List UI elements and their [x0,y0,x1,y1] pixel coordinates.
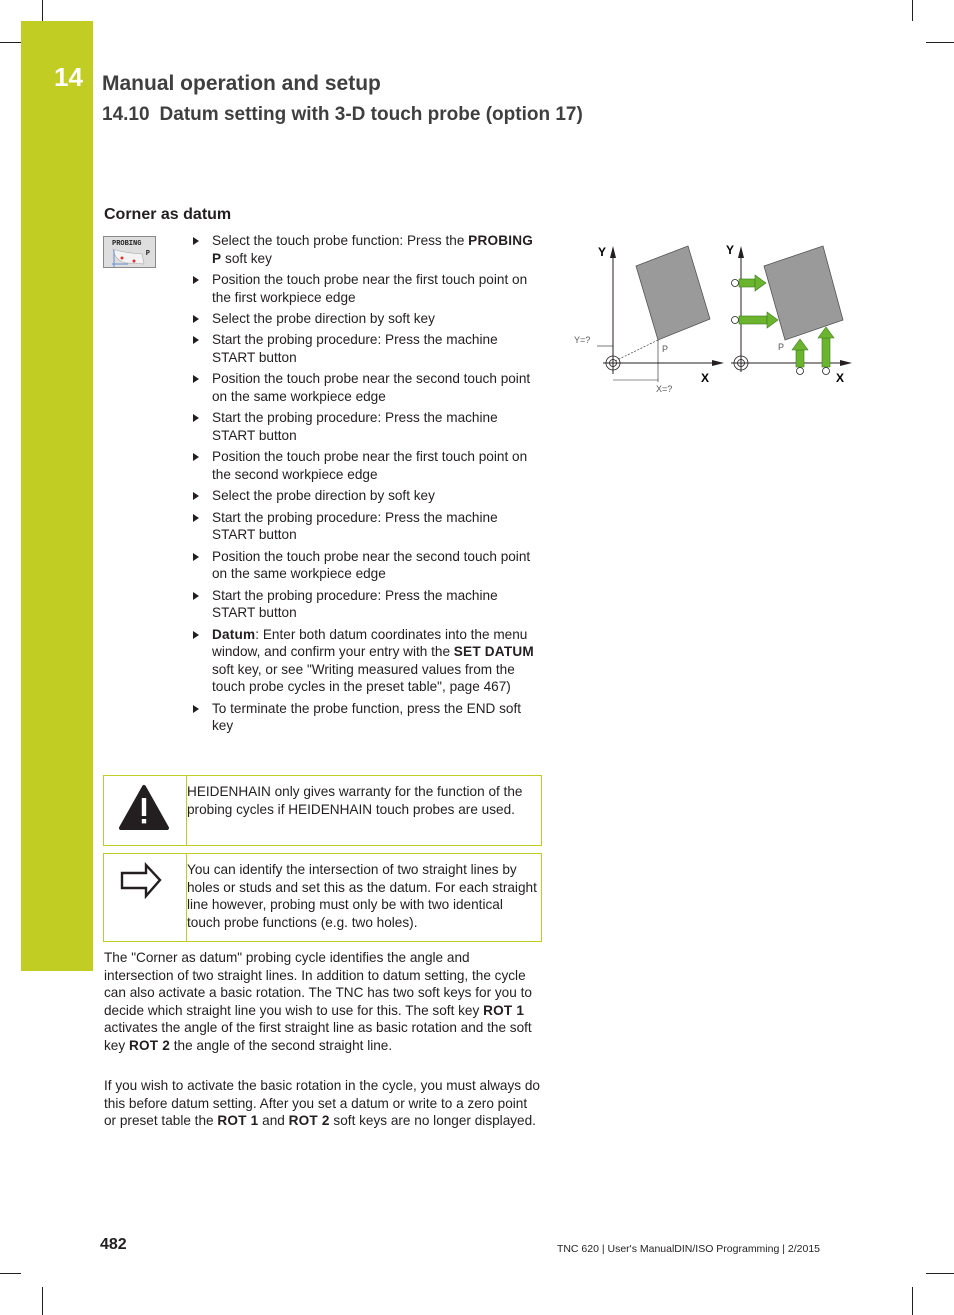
bullet-arrow-icon [193,492,199,500]
arrow-right-icon [104,854,186,941]
softkey-name: PROBING P [212,233,534,266]
step-item [192,509,536,544]
text-run: Select the probe direction by soft key [212,310,435,326]
warning-text: HEIDENHAIN only gives warranty for the function of the probing cycles if HEIDENHAIN touch probes are used. [187,784,523,817]
probe-icon [104,237,157,269]
softkey-name: ROT 1 [483,1002,525,1018]
text-run: activates the angle of the first straight line as basic rotation and the soft key [104,1020,532,1053]
bullet-arrow-icon [193,453,199,461]
probe-arrow-up [818,327,834,375]
crop-mark [926,42,954,43]
left-diagram [574,245,724,394]
bullet-arrow-icon [193,375,199,383]
text-run: Start the probing procedure: Press the machine START button [212,332,498,365]
probing-softkey-image [103,236,156,268]
bullet-arrow-icon [193,315,199,323]
bullet-arrow-icon [193,631,199,639]
axis-x-label: X [701,371,710,385]
corner-datum-figure [568,236,858,406]
step-item [192,548,536,583]
step-item [192,409,536,444]
text-run: Select the touch probe function: Press the [212,233,469,248]
crop-mark [0,42,21,43]
step-item [192,271,536,306]
crop-mark [926,1273,954,1274]
bullet-arrow-icon [193,553,199,561]
text-run: Select the probe direction by soft key [212,488,435,504]
text-run: and [258,1113,289,1129]
section-title: Datum setting with 3-D touch probe (option 17) [159,104,583,125]
section-number: 14.10 [102,104,150,125]
step-item [192,232,536,267]
text-run: Start the probing procedure: Press the machine START button [212,587,498,621]
softkey-suffix: P [145,250,150,258]
crop-mark [42,1287,43,1315]
text-run: soft keys are no longer displayed. [329,1113,536,1129]
step-item [192,331,536,366]
page-number: 482 [100,1236,127,1253]
tip-note [103,853,542,942]
step-item [192,448,536,483]
text-run: the angle of the second straight line. [169,1037,393,1053]
probe-arrow-up [792,339,808,375]
tip-text: You can identify the intersection of two straight lines by holes or studs and set this as the datum. For each straight line however, probing must only be with two identical touch probe functions (e.g. two holes). [187,862,537,930]
footer-text: TNC 620 | User's ManualDIN/ISO Programming | 2/2015 [556,1243,820,1255]
text-run: Position the touch probe near the second touch point on the same workpiece edge [212,548,531,582]
step-item [192,626,536,696]
text-run: Start the probing procedure: Press the machine START button [212,509,498,543]
text-run: : Enter both datum coordinates into the menu window, and confirm your entry with the [212,626,528,660]
axis-x-label: X [836,371,845,385]
warning-note [103,775,542,846]
crop-mark [42,0,43,21]
text-run: soft key, or see "Writing measured values from the touch probe cycles in the preset table", page 467) [212,661,515,695]
chapter-title: Manual operation and setup [102,72,381,95]
section-heading [102,104,583,126]
text-run: To terminate the probe function, press the END soft key [212,700,522,734]
step-item [192,487,536,505]
crop-mark [912,1287,913,1315]
point-label: P [778,342,785,352]
right-diagram [726,243,852,385]
softkey-name: SET DATUM [453,644,534,660]
text-run: Start the probing procedure: Press the machine START button [212,410,498,443]
text-run: Position the touch probe near the first touch point on the first workpiece edge [212,271,528,305]
softkey-name: ROT 2 [288,1113,330,1129]
axis-y-label: Y [726,243,735,257]
text-run: Position the touch probe near the first touch point on the second workpiece edge [212,449,528,482]
bullet-arrow-icon [193,514,199,522]
softkey-name: ROT 1 [217,1113,259,1129]
step-item [192,370,536,405]
warning-icon [104,776,186,845]
text-run: The "Corner as datum" probing cycle identifies the angle and intersection of two straight lines. In addition to datum setting, the cycle can also activate a basic rotation. The TNC has two soft keys for you to decide which straight line you wish to use for this. The soft key [104,950,532,1018]
bullet-arrow-icon [193,414,199,422]
step-item [192,700,536,735]
chapter-sidebar [21,21,93,971]
bullet-arrow-icon [193,592,199,600]
crop-mark [0,1273,21,1274]
probe-arrow-right [732,312,779,328]
softkey-name: Datum [212,626,256,642]
step-item [192,310,536,328]
softkey-label: PROBING [112,240,142,248]
bullet-arrow-icon [193,237,199,245]
text-run: If you wish to activate the basic rotation in the cycle, you must always do this before datum setting. After you set a datum or write to a zero point or preset table the [104,1078,540,1129]
y-unknown-label: Y=? [574,335,591,345]
step-item [192,587,536,622]
softkey-name: ROT 2 [128,1037,170,1053]
chapter-number: 14 [54,62,83,92]
body-paragraph [104,949,542,1055]
bullet-arrow-icon [193,336,199,344]
bullet-arrow-icon [193,705,199,713]
subsection-title: Corner as datum [104,206,232,223]
body-paragraph [104,1077,542,1130]
bullet-arrow-icon [193,276,199,284]
axis-y-label: Y [598,245,607,259]
text-run: soft key [221,250,272,266]
text-run: Position the touch probe near the second touch point on the same workpiece edge [212,371,531,404]
point-label: P [662,344,669,354]
crop-mark [912,0,913,21]
workpiece-left [636,246,710,340]
step-list [192,232,536,739]
probe-arrow-right [732,275,767,291]
workpiece-right [764,246,843,340]
x-unknown-label: X=? [656,384,673,394]
